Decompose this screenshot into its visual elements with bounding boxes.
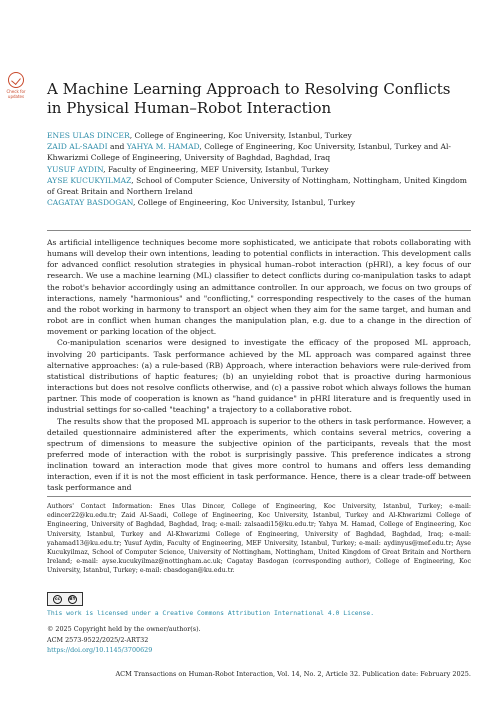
cc-by-license-badge[interactable] (47, 592, 83, 606)
copyright-text: © 2025 Copyright held by the owner/author(s). (47, 625, 201, 633)
author-affiliation: , School of Computer Science, University of Nottingham, Nottingham, United Kingdom of Great Britain and Northern Ireland (47, 175, 467, 197)
author-affiliation: , College of Engineering, Koc University, Istanbul, Turkey and Al-Khwarizmi College of Engineering, University of Baghdad, Baghdad, Iraq (47, 142, 451, 163)
author-entry (47, 175, 475, 197)
author-name[interactable]: AYSE KUCUKYILMAZ (47, 175, 132, 185)
publication-meta (47, 624, 201, 656)
badge-line1: Check for (6, 89, 26, 94)
author-affiliation: , College of Engineering, Koc University, Istanbul, Turkey (129, 131, 352, 140)
author-entry (47, 141, 475, 163)
abstract-paragraph: Co-manipulation scenarios were designed to investigate the efficacy of the proposed ML approach, involving 20 participants. Task performance achieved by the ML approach was compared against three alternative approaches: (a) a rule-based (RB) Approach, where interaction behaviors were rule-derived from statistical distributions of haptic features; (b) an unyielding robot that is proactive during harmonious interactions but does not resolve conflicts otherwise, and (c) a passive robot which always follows the human partner. This mode of cooperation is known as "hand guidance" in pHRI literature and is frequently used in industrial settings for so-called "teaching" a trajectory to a collaborative robot. (47, 338, 471, 415)
abstract-paragraph: The results show that the proposed ML approach is superior to the others in task performance. However, a detailed questionnaire administered after the experiments, which contains several metrics, covering a spectrum of dimensions to measure the subjective opinion of the participants, reveals that the most preferred mode of interaction with the robot is surprisingly passive. This preference indicates a strong inclination toward an interaction mode that gives more control to humans and offers less demanding interaction, even if it is not the most efficient in task performance. Hence, there is a clear trade-off between task performance and (47, 416, 471, 493)
author-entry (47, 130, 475, 141)
license-link[interactable]: This work is licensed under a Creative Commons Attribution International 4.0 License. (47, 609, 375, 617)
section-divider (47, 230, 471, 231)
footnote-divider (47, 496, 471, 497)
author-entry (47, 164, 475, 175)
author-contact-footnote: Authors' Contact Information: Enes Ulas Dincer, College of Engineering, Koc University, Istanbul, Turkey; e-mail: edincer22@ku.edu.tr; Zaid Al-Saadi, College of Engineering, Koc University, Istanbul, Turkey and Al-Khwarizmi College of Engineering, University of Baghdad, Baghdad, Iraq; e-mail: zalsaadi15@ku.edu.tr; Yahya M. Hamad, College of Engineering, Koc University, Istanbul, Turkey and Al-Khwarizmi College of Engineering, University of Baghdad, Baghdad, Iraq; e-mail: yahamad13@ku.edu.tr; Yusuf Aydin, Faculty of Engineering, MEF University, Istanbul, Turkey; e-mail: aydinyus@mef.edu.tr; Ayse Kucukyilmaz, School of Computer Science, University of Nottingham, Nottingham, United Kingdom of Great Britain and Northern Ireland; e-mail: ayse.kucukyilmaz@nottingham.ac.uk; Cagatay Basdogan (corresponding author), College of Engineering, Koc University, Istanbul, Turkey; e-mail: cbasdogan@ku.edu.tr. (47, 503, 471, 575)
author-name[interactable]: ZAID AL-SAADI (47, 142, 108, 152)
paper-title: A Machine Learning Approach to Resolving Conflicts in Physical Human–Robot Interaction (47, 80, 451, 117)
issn-text: ACM 2573-9522/2025/2-ART32 (47, 635, 149, 644)
author-entry (47, 197, 475, 208)
author-name[interactable]: YAHYA M. HAMAD (126, 142, 200, 152)
journal-footer: ACM Transactions on Human-Robot Interaction, Vol. 14, No. 2, Article 32. Publication date: February 2025. (115, 670, 471, 678)
doi-link[interactable]: https://doi.org/10.1145/3700629 (47, 646, 153, 654)
cc-icon: cc (54, 596, 61, 602)
badge-line2: updates (7, 94, 25, 99)
author-name[interactable]: CAGATAY BASDOGAN (47, 198, 133, 208)
checkmark-icon (8, 72, 24, 88)
author-affiliation: , Faculty of Engineering, MEF University, Istanbul, Turkey (103, 164, 329, 174)
check-for-updates-badge[interactable] (4, 72, 28, 99)
abstract-paragraph: As artificial intelligence techniques become more sophisticated, we anticipate that robots collaborating with humans will develop their own intentions, leading to potential conflicts in interaction. This development calls for advanced conflict resolution strategies in physical human–robot interaction (pHRI), a key focus of our research. We use a machine learning (ML) classifier to detect conflicts during co-manipulation tasks to adapt the robot's behavior accordingly using an admittance controller. In our approach, we focus on two groups of interactions, namely "harmonious" and "conflicting," corresponding respectively to the cases of the human and the robot working in harmony to transport an object when they aim for the same target, and human and robot are in conflict when human changes the manipulation plan, e.g. due to a change in the direction of movement or parking location of the object. (47, 238, 471, 337)
author-list (47, 130, 475, 208)
author-affiliation: , College of Engineering, Koc University, Istanbul, Turkey (132, 198, 356, 208)
by-icon: BY (69, 596, 76, 602)
author-name[interactable]: ENES ULAS DINCER (47, 131, 130, 140)
author-name[interactable]: YUSUF AYDIN (47, 164, 104, 174)
abstract (47, 237, 471, 494)
author-connector: and (107, 142, 127, 152)
